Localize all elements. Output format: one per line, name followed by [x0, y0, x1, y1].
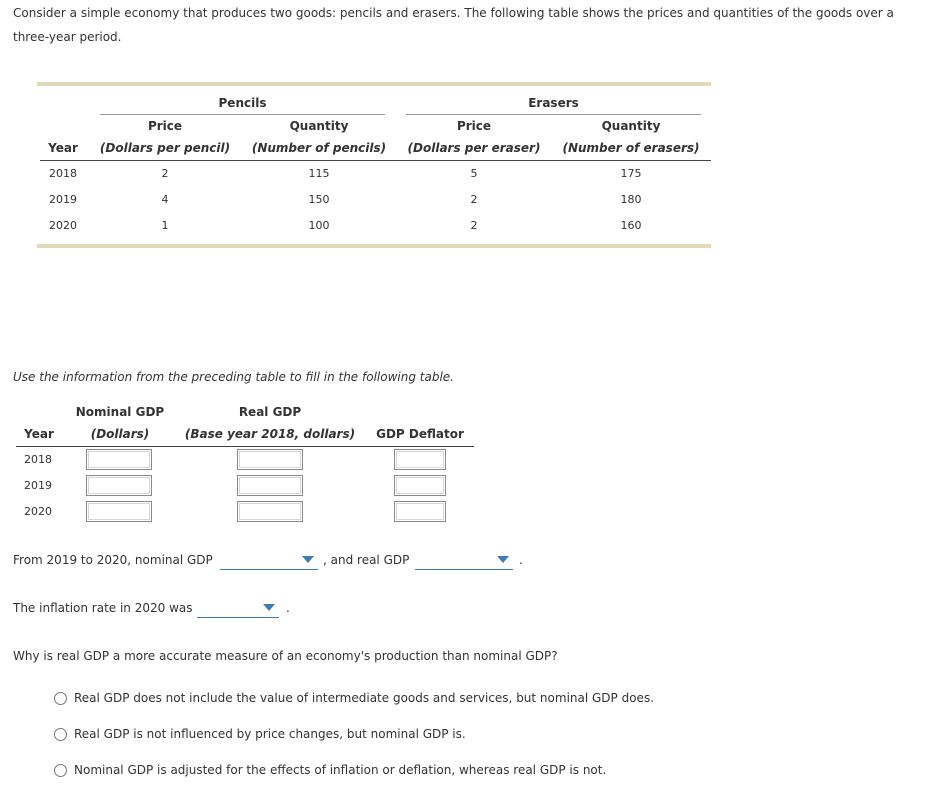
table-cell-pencil-quantity: 150 — [308, 193, 330, 206]
nominal-gdp-header: Nominal GDP — [75, 405, 165, 419]
answer-option-label: Real GDP is not influenced by price changes, but nominal GDP is. — [74, 727, 466, 741]
real-gdp-change-dropdown[interactable] — [415, 552, 513, 570]
nominal-gdp-change-dropdown[interactable] — [220, 552, 318, 570]
table-cell-eraser-price: 2 — [470, 193, 478, 206]
table-cell-pencil-quantity: 115 — [308, 167, 330, 180]
problem-intro: Consider a simple economy that produces two goods: pencils and erasers. The following table shows the prices and quantities of the goods over a three-year period. — [13, 6, 894, 44]
nominal-gdp-2020-input[interactable] — [86, 501, 152, 522]
table-cell-eraser-quantity: 160 — [620, 219, 642, 232]
radio-button[interactable] — [54, 764, 67, 777]
table-cell-pencil-price: 2 — [161, 167, 169, 180]
nominal-gdp-2019-input[interactable] — [86, 475, 152, 496]
eraser-price-header: Price — [456, 119, 492, 133]
gdp-row-year: 2018 — [24, 453, 52, 466]
answer-option-3[interactable] — [54, 763, 674, 779]
radio-button[interactable] — [54, 728, 67, 741]
gdp-row-year: 2019 — [24, 479, 52, 492]
nominal-change-prompt: From 2019 to 2020, nominal GDP — [13, 553, 213, 567]
table-cell-eraser-quantity: 175 — [620, 167, 642, 180]
table-row-year: 2018 — [49, 167, 77, 180]
group-header-erasers: Erasers — [528, 96, 579, 110]
answer-option-1[interactable] — [54, 691, 674, 707]
radio-button[interactable] — [54, 692, 67, 705]
pencil-quantity-unit: (Number of pencils) — [251, 141, 387, 155]
table-cell-eraser-price: 5 — [470, 167, 478, 180]
pencil-price-unit: (Dollars per pencil) — [99, 141, 231, 155]
table-cell-eraser-price: 2 — [470, 219, 478, 232]
real-gdp-2019-input[interactable] — [237, 475, 303, 496]
instructions-text: Use the information from the preceding table to fill in the following table. — [13, 370, 454, 384]
chevron-down-icon — [263, 604, 275, 611]
table-cell-pencil-price: 4 — [161, 193, 169, 206]
gdp-deflator-2018-input[interactable] — [394, 449, 446, 470]
chevron-down-icon — [497, 556, 509, 563]
gdp-deflator-2020-input[interactable] — [394, 501, 446, 522]
real-gdp-header: Real GDP — [238, 405, 302, 419]
table-bottom-band — [37, 244, 711, 248]
table-row-year: 2020 — [49, 219, 77, 232]
pencil-quantity-header: Quantity — [289, 119, 349, 133]
nominal-gdp-2018-input[interactable] — [86, 449, 152, 470]
q2-period: . — [286, 601, 290, 615]
pencils-group-rule — [100, 114, 385, 115]
table-top-band — [37, 82, 711, 86]
answer-option-label: Real GDP does not include the value of intermediate goods and services, but nominal GDP does. — [74, 691, 655, 705]
inflation-rate-dropdown[interactable] — [197, 600, 279, 618]
real-gdp-question: Why is real GDP a more accurate measure of an economy's production than nominal GDP? — [13, 649, 558, 663]
table-cell-pencil-price: 1 — [161, 219, 169, 232]
real-gdp-2018-input[interactable] — [237, 449, 303, 470]
gdp-year-header: Year — [24, 427, 54, 441]
gdp-row-year: 2020 — [24, 505, 52, 518]
real-change-prompt: , and real GDP — [323, 553, 410, 567]
eraser-price-unit: (Dollars per eraser) — [407, 141, 541, 155]
table-header-rule — [40, 160, 711, 161]
nominal-gdp-unit: (Dollars) — [90, 427, 150, 441]
inflation-rate-prompt: The inflation rate in 2020 was — [13, 601, 193, 615]
gdp-table-header-rule — [16, 446, 474, 447]
q1-period: . — [519, 553, 523, 567]
year-header: Year — [48, 141, 78, 155]
eraser-quantity-header: Quantity — [601, 119, 661, 133]
chevron-down-icon — [302, 556, 314, 563]
table-cell-pencil-quantity: 100 — [308, 219, 330, 232]
real-gdp-2020-input[interactable] — [237, 501, 303, 522]
gdp-deflator-2019-input[interactable] — [394, 475, 446, 496]
answer-option-2[interactable] — [54, 727, 674, 743]
answer-option-label: Nominal GDP is adjusted for the effects of inflation or deflation, whereas real GDP is not. — [74, 763, 607, 777]
table-row-year: 2019 — [49, 193, 77, 206]
gdp-deflator-header: GDP Deflator — [376, 427, 464, 441]
eraser-quantity-unit: (Number of erasers) — [562, 141, 700, 155]
pencil-price-header: Price — [147, 119, 183, 133]
real-gdp-unit: (Base year 2018, dollars) — [184, 427, 356, 441]
erasers-group-rule — [406, 114, 701, 115]
table-cell-eraser-quantity: 180 — [620, 193, 642, 206]
group-header-pencils: Pencils — [218, 96, 267, 110]
